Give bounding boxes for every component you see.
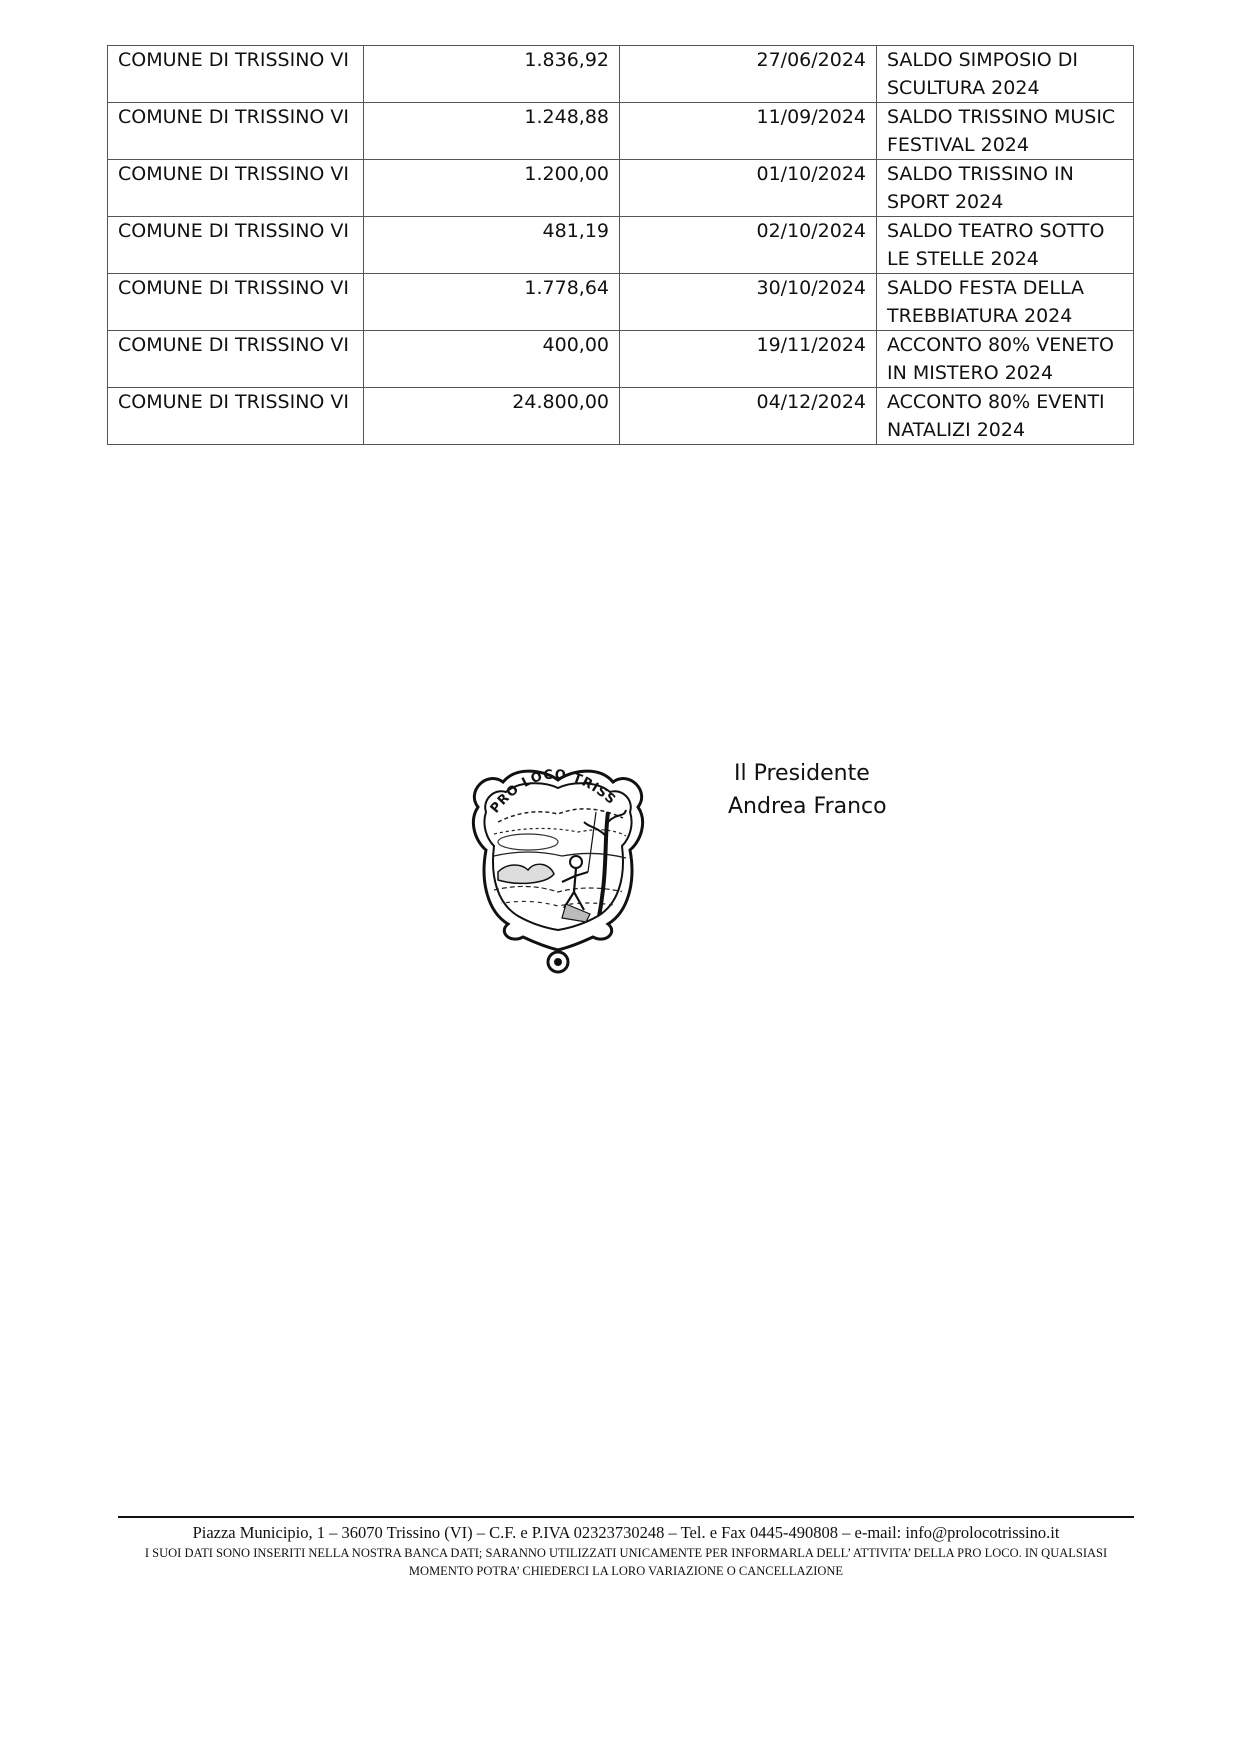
description-cell: SALDO TRISSINO IN SPORT 2024 (877, 160, 1134, 217)
description-cell: ACCONTO 80% VENETO IN MISTERO 2024 (877, 331, 1134, 388)
date-cell: 30/10/2024 (620, 274, 877, 331)
pro-loco-trissino-emblem-icon (458, 752, 658, 980)
entity-cell: COMUNE DI TRISSINO VI (108, 388, 364, 445)
page-footer (118, 1516, 1134, 1580)
entity-cell: COMUNE DI TRISSINO VI (108, 46, 364, 103)
date-cell: 02/10/2024 (620, 217, 877, 274)
payments-table-body (108, 46, 1134, 445)
signature-role: Il Presidente (734, 761, 870, 786)
date-cell: 11/09/2024 (620, 103, 877, 160)
amount-cell: 1.200,00 (364, 160, 620, 217)
date-cell: 04/12/2024 (620, 388, 877, 445)
table-row (108, 46, 1134, 103)
entity-cell: COMUNE DI TRISSINO VI (108, 160, 364, 217)
table-row (108, 103, 1134, 160)
signature-block (728, 757, 887, 823)
entity-cell: COMUNE DI TRISSINO VI (108, 274, 364, 331)
description-cell: SALDO TEATRO SOTTO LE STELLE 2024 (877, 217, 1134, 274)
entity-cell: COMUNE DI TRISSINO VI (108, 217, 364, 274)
signature-name: Andrea Franco (728, 794, 887, 819)
description-cell: SALDO SIMPOSIO DI SCULTURA 2024 (877, 46, 1134, 103)
amount-cell: 1.836,92 (364, 46, 620, 103)
description-cell: SALDO FESTA DELLA TREBBIATURA 2024 (877, 274, 1134, 331)
table-row (108, 160, 1134, 217)
date-cell: 27/06/2024 (620, 46, 877, 103)
svg-text:PRO LOCO TRISSINO (458, 752, 619, 816)
description-cell: ACCONTO 80% EVENTI NATALIZI 2024 (877, 388, 1134, 445)
date-cell: 01/10/2024 (620, 160, 877, 217)
entity-cell: COMUNE DI TRISSINO VI (108, 331, 364, 388)
amount-cell: 24.800,00 (364, 388, 620, 445)
date-cell: 19/11/2024 (620, 331, 877, 388)
amount-cell: 481,19 (364, 217, 620, 274)
amount-cell: 1.248,88 (364, 103, 620, 160)
table-row (108, 217, 1134, 274)
footer-privacy-notice: I SUOI DATI SONO INSERITI NELLA NOSTRA BANCA DATI; SARANNO UTILIZZATI UNICAMENTE PER INFORMARLA DELL’ ATTIVITA’ DELLA PRO LOCO. IN QUALSIASI MOMENTO POTRA’ CHIEDERCI LA LORO VARIAZIONE O CANCELLAZIONE (144, 1546, 1108, 1578)
payments-table (107, 45, 1134, 445)
emblem-text: PRO LOCO TRISS (487, 767, 619, 817)
footer-address: Piazza Municipio, 1 – 36070 Trissino (VI) – C.F. e P.IVA 02323730248 – Tel. e Fax 0445-490808 – e-mail: info@prolocotrissino.it (192, 1523, 1060, 1542)
table-row (108, 274, 1134, 331)
table-row (108, 388, 1134, 445)
amount-cell: 1.778,64 (364, 274, 620, 331)
table-row (108, 331, 1134, 388)
description-cell: SALDO TRISSINO MUSIC FESTIVAL 2024 (877, 103, 1134, 160)
entity-cell: COMUNE DI TRISSINO VI (108, 103, 364, 160)
amount-cell: 400,00 (364, 331, 620, 388)
